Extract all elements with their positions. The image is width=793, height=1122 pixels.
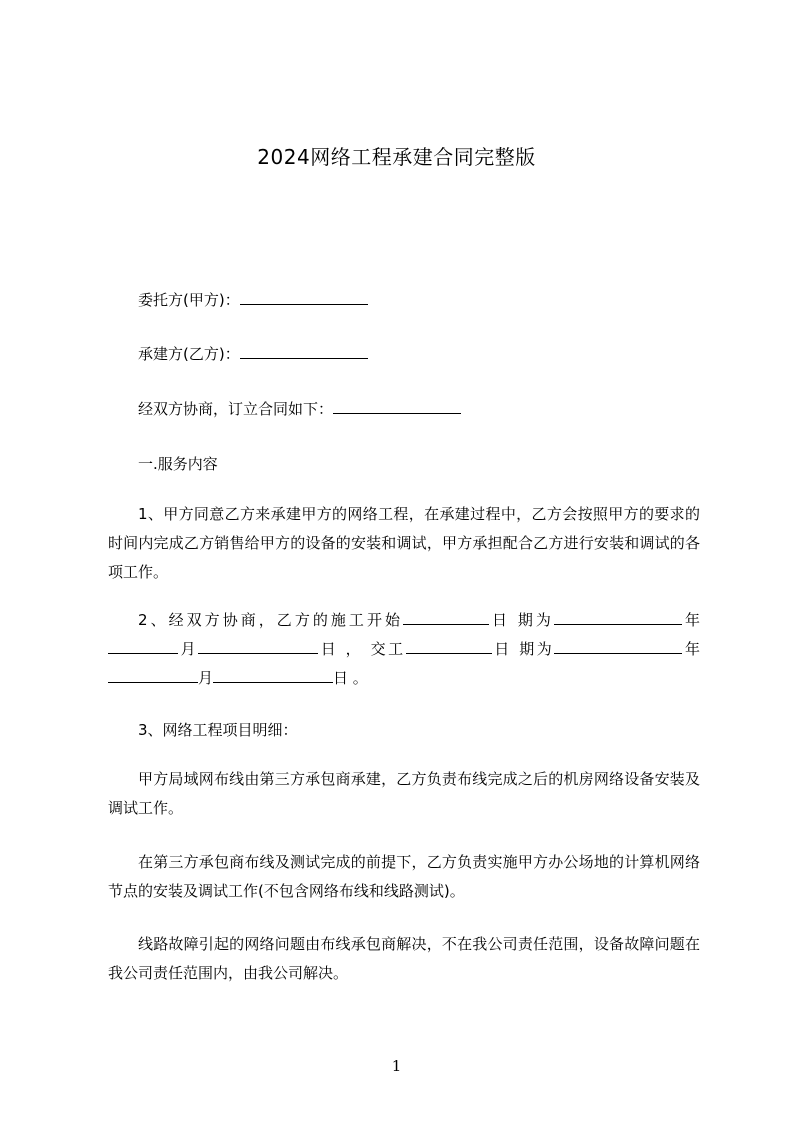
party-a-label: 委托方(甲方)： [138,291,240,309]
paragraph-1: 甲方局域网布线由第三方承包商承建，乙方负责布线完成之后的机房网络设备安装及调试工作。 [108,770,700,817]
page-number: 1 [391,1057,402,1075]
party-b-line [138,340,368,369]
party-a-line [138,286,368,315]
party-b-blank [240,342,368,359]
party-b-label: 承建方(乙方)： [138,345,240,363]
party-a-blank [240,288,368,305]
agreement-intro: 经双方协商，订立合同如下： [138,400,334,418]
clause-3-heading: 3、网络工程项目明细： [138,721,298,739]
clause-1: 1、甲方同意乙方来承建甲方的网络工程，在承建过程中，乙方会按照甲方的要求的时间内完成乙方销售给甲方的设备的安装和调试，甲方承担配合乙方进行安装和调试的各项工作。 [108,505,700,581]
paragraph-3: 线路故障引起的网络问题由布线承包商解决，不在我公司责任范围，设备故障问题在我公司责任范围内，由我公司解决。 [108,935,700,982]
clause-2: 2、经双方协商，乙方的施工开始 日 期为 年月 日 ， 交工 日 期为 年月 日 。 [108,606,700,693]
agreement-intro-line [138,395,461,424]
paragraph-2: 在第三方承包商布线及测试完成的前提下，乙方负责实施甲方办公场地的计算机网络节点的安装及调试工作(不包含网络布线和线路测试)。 [108,853,700,900]
document-title: 2024网络工程承建合同完整版 [257,145,536,169]
agreement-blank [333,397,461,414]
section1-heading: 一.服务内容 [138,455,218,473]
